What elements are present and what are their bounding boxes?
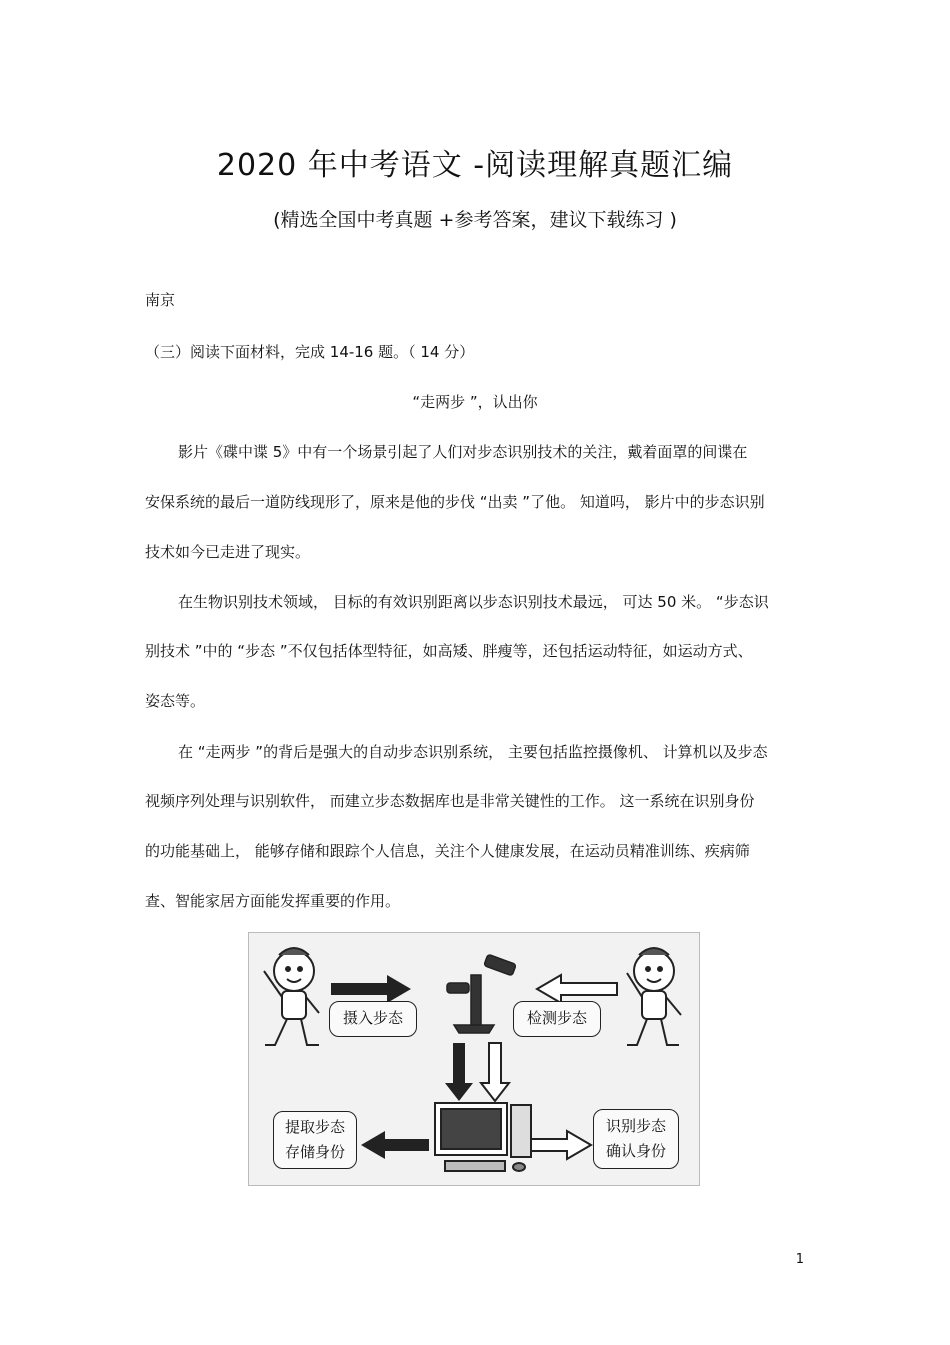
arrow-right-solid-icon	[331, 975, 411, 1003]
page-subtitle: (精选全国中考真题 +参考答案，建议下载练习 )	[273, 209, 677, 231]
article-title: “走两步 ”，认出你	[412, 393, 538, 411]
arrow-left-solid-icon	[361, 1131, 429, 1159]
section-heading: （三）阅读下面材料，完成 14-16 题。（ 14 分）	[145, 343, 475, 361]
walking-person-right-icon	[627, 948, 681, 1045]
extract-gait-box: 提取步态 存储身份	[273, 1111, 357, 1169]
surveillance-camera-icon	[447, 954, 516, 1033]
identify-gait-box: 识别步态 确认身份	[593, 1109, 679, 1169]
paragraph-line: 在生物识别技术领域， 目标的有效识别距离以步态识别技术最远， 可达 50 米。 “步态识	[178, 593, 769, 611]
walking-person-left-icon	[264, 948, 319, 1045]
paragraph-line: 安保系统的最后一道防线现形了，原来是他的步伐 “出卖 ”了他。 知道吗， 影片中的步态识别	[145, 493, 765, 511]
arrow-down-solid-icon	[445, 1043, 473, 1101]
paragraph-line: 影片《碟中谍 5》中有一个场景引起了人们对步态识别技术的关注，戴着面罩的间谍在	[178, 443, 748, 461]
gait-recognition-diagram	[248, 932, 700, 1186]
paragraph-line: 在 “走两步 ”的背后是强大的自动步态识别系统， 主要包括监控摄像机、 计算机以及步态	[178, 743, 768, 761]
paragraph-line: 姿态等。	[145, 692, 206, 710]
paragraph-line: 视频序列处理与识别软件， 而建立步态数据库也是非常关键性的工作。 这一系统在识别身份	[145, 792, 755, 810]
paragraph-line: 技术如今已走进了现实。	[145, 543, 311, 561]
computer-icon	[435, 1103, 531, 1171]
arrow-left-outline-icon	[537, 975, 617, 1003]
paragraph-line: 别技术 ”中的 “步态 ”不仅包括体型特征，如高矮、胖瘦等，还包括运动特征，如运动方式、	[145, 642, 753, 660]
arrow-right-outline-icon	[531, 1131, 591, 1159]
page-number: 1	[795, 1252, 804, 1267]
capture-gait-box: 摄入步态	[329, 1001, 417, 1037]
arrow-down-outline-icon	[481, 1043, 509, 1101]
detect-gait-box: 检测步态	[513, 1001, 601, 1037]
paragraph-line: 的功能基础上， 能够存储和跟踪个人信息，关注个人健康发展，在运动员精准训练、疾病筛	[145, 842, 750, 860]
city-label: 南京	[145, 291, 176, 309]
page-title: 2020 年中考语文 -阅读理解真题汇编	[216, 148, 734, 183]
paragraph-line: 查、智能家居方面能发挥重要的作用。	[145, 892, 401, 910]
